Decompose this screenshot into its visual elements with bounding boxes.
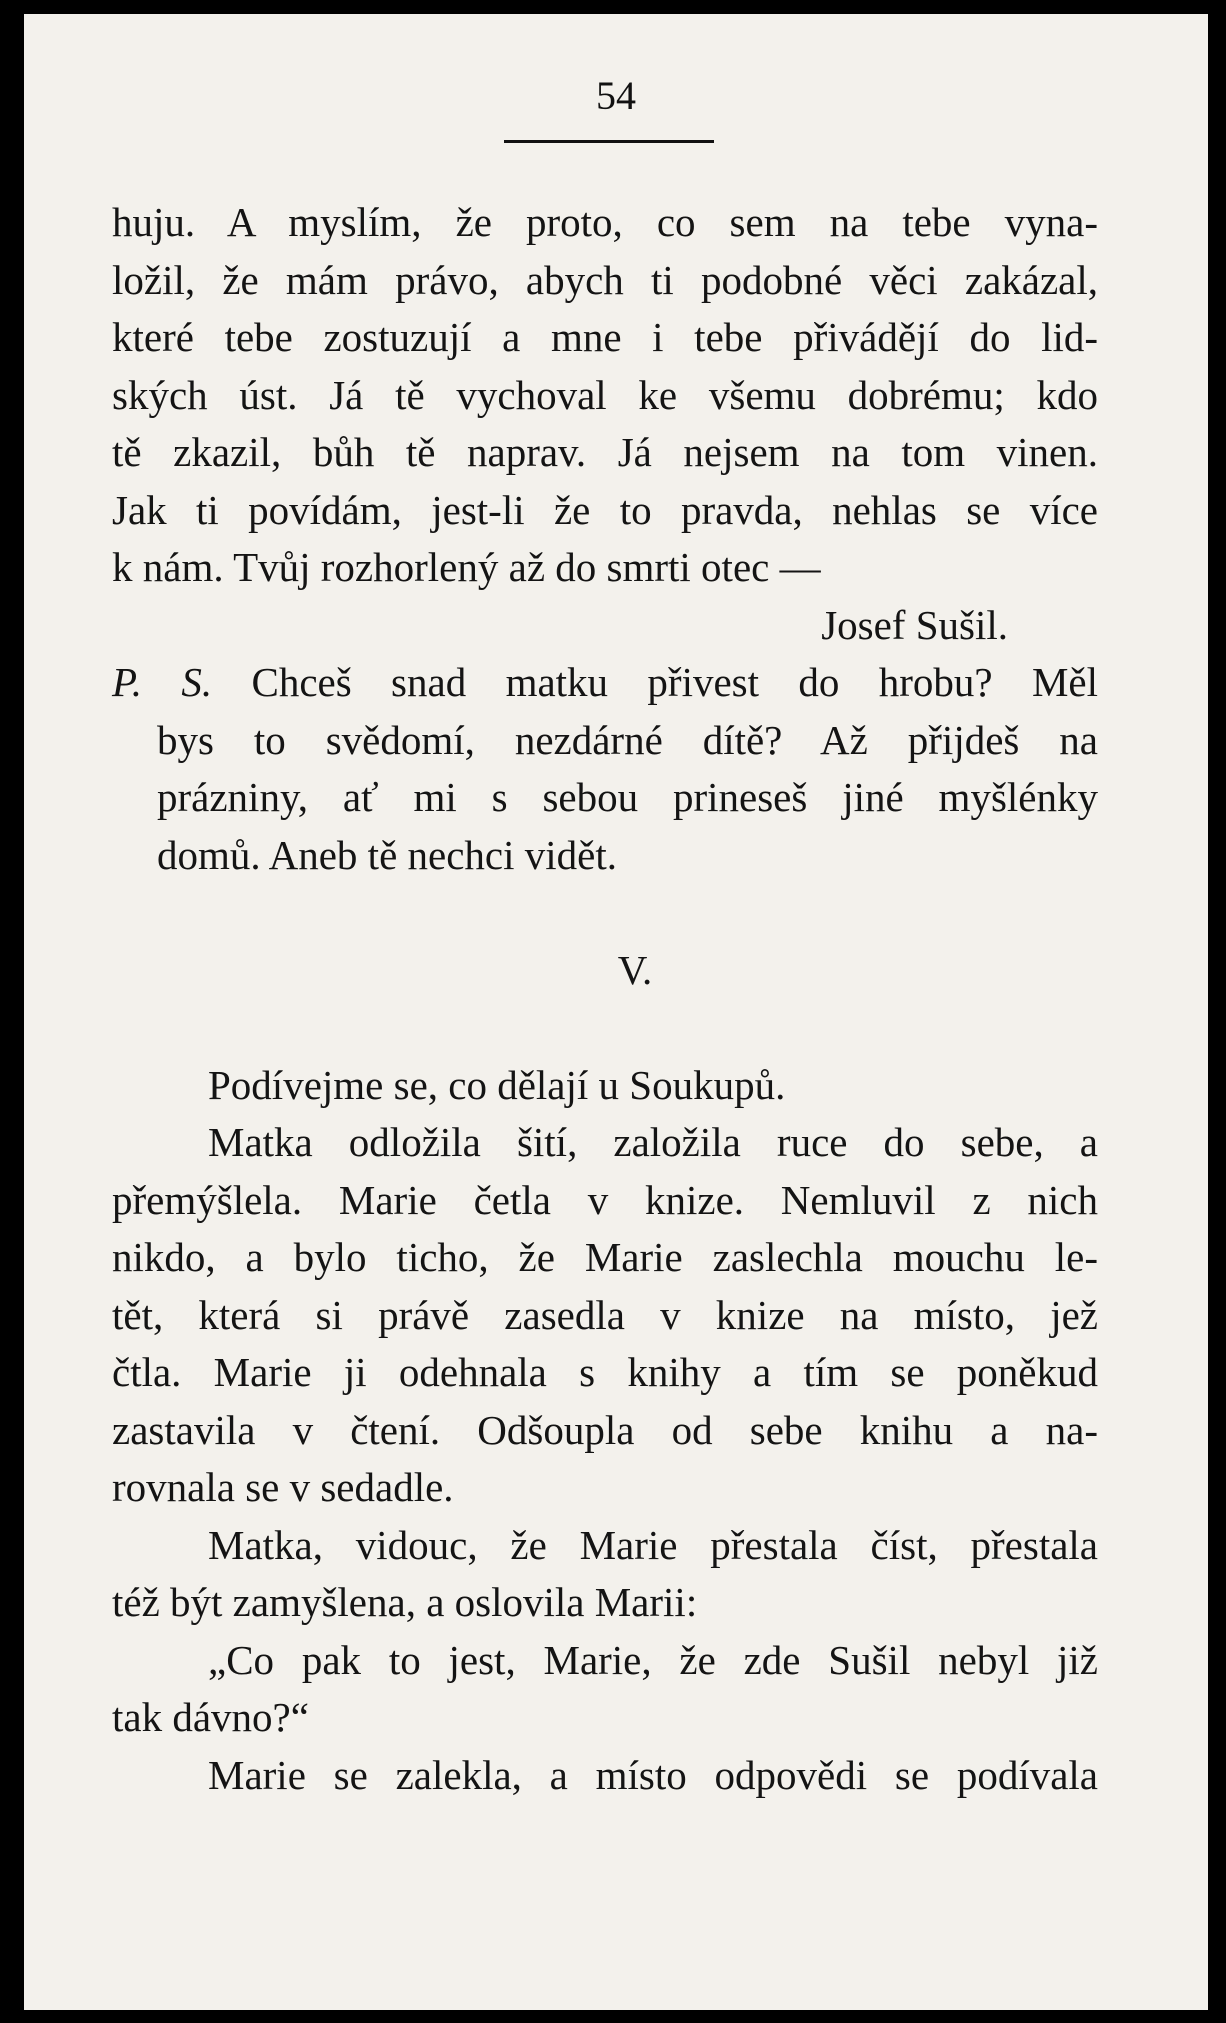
chapter-body bbox=[112, 1057, 1098, 1805]
text-line: zastavila v čtení. Odšoupla od sebe knihu a na- bbox=[112, 1406, 1098, 1453]
postscript-label: P. S. bbox=[112, 659, 213, 705]
text-line: domů. Aneb tě nechci vidět. bbox=[157, 831, 617, 878]
text-line: též být zamyšlena, a oslovila Marii: bbox=[112, 1579, 698, 1625]
book-page bbox=[24, 14, 1208, 2010]
page-text bbox=[112, 194, 1098, 1804]
text-line: přemýšlela. Marie četla v knize. Nemluvil z nich bbox=[112, 1176, 1098, 1223]
text-line: které tebe zostuzují a mne i tebe přivádějí do lid- bbox=[112, 314, 1098, 360]
text-line: „Co pak to jest, Marie, že zde Sušil nebyl již bbox=[208, 1636, 1098, 1683]
text-line: tě zkazil, bůh tě naprav. Já nejsem na tom vinen. bbox=[112, 429, 1098, 475]
text-line: tět, která si právě zasedla v knize na místo, jež bbox=[112, 1291, 1098, 1338]
text-line: Matka, vidouc, že Marie přestala číst, přestala bbox=[208, 1521, 1098, 1568]
text-line: k nám. Tvůj rozhorlený až do smrti otec — bbox=[112, 544, 821, 590]
postscript bbox=[112, 654, 1098, 884]
page-number-rule bbox=[504, 140, 714, 143]
text-line: rovnala se v sedadle. bbox=[112, 1464, 454, 1510]
text-line: Matka odložila šití, založila ruce do sebe, a bbox=[208, 1119, 1098, 1165]
text-line: čtla. Marie ji odehnala s knihy a tím se poněkud bbox=[112, 1349, 1098, 1395]
text-line: Marie se zalekla, a místo odpovědi se podívala bbox=[208, 1751, 1098, 1798]
postscript-first-line bbox=[112, 654, 1098, 712]
text-line: prázniny, ať mi s sebou prineseš jiné myšlénky bbox=[157, 774, 1098, 820]
text-line: Podívejme se, co dělají u Soukupů. bbox=[208, 1061, 786, 1108]
postscript-text: Chceš snad matku přivest do hrobu? Měl bbox=[251, 659, 1098, 705]
letter-signature: Josef Sušil. bbox=[821, 601, 1008, 648]
text-line: ských úst. Já tě vychoval ke všemu dobrému; kdo bbox=[112, 371, 1098, 418]
text-line: bys to svědomí, nezdárné dítě? Až přijdeš na bbox=[157, 716, 1098, 763]
text-line: ložil, že mám právo, abych ti podobné věci zakázal, bbox=[112, 256, 1098, 303]
page-number: 54 bbox=[596, 73, 636, 118]
letter-paragraph bbox=[112, 194, 1098, 654]
text-line: huju. A myslím, že proto, co sem na tebe vyna- bbox=[112, 199, 1098, 245]
text-line: tak dávno?“ bbox=[112, 1694, 309, 1740]
chapter-heading: V. bbox=[617, 946, 653, 993]
text-line: Jak ti povídám, jest-li že to pravda, nehlas se více bbox=[112, 486, 1098, 533]
text-line: nikdo, a bylo ticho, že Marie zaslechla mouchu le- bbox=[112, 1234, 1098, 1280]
